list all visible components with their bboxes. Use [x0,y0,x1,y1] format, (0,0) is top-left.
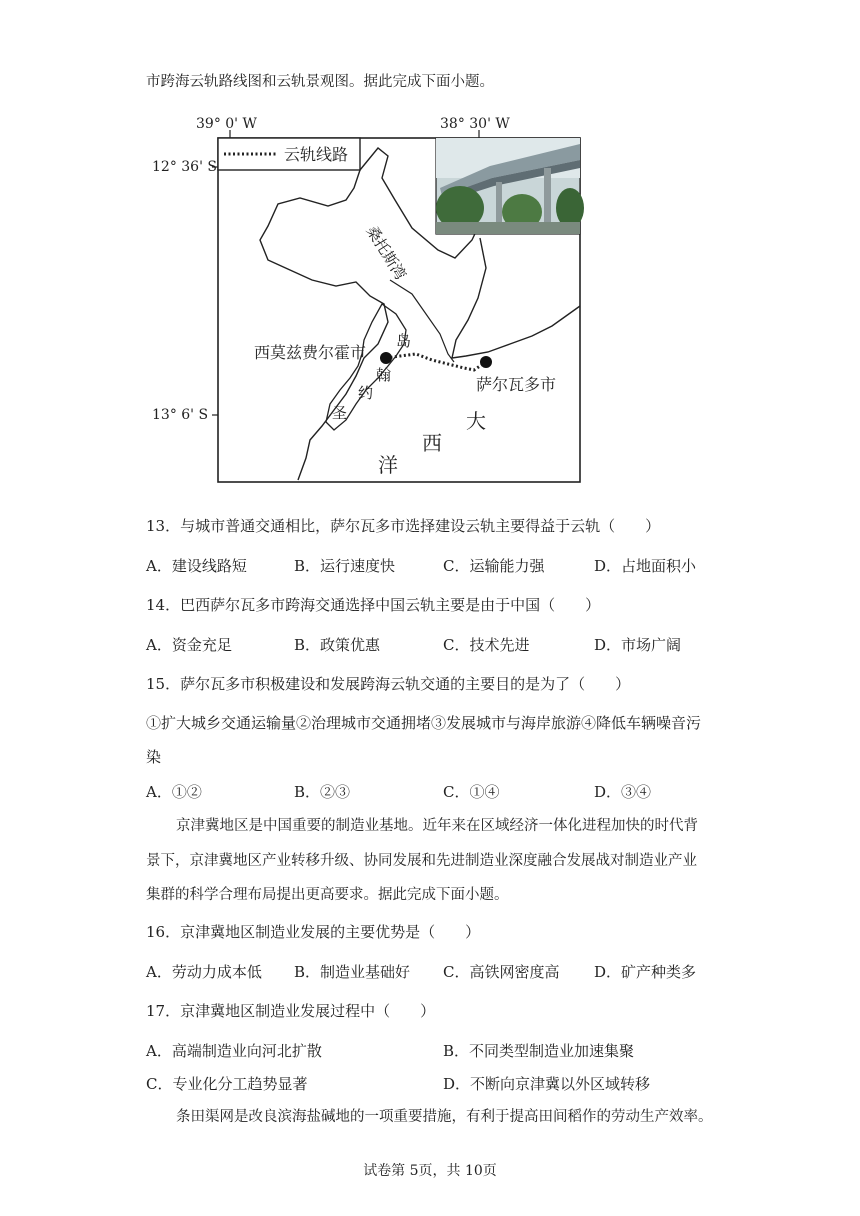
coastline-west-mainland [260,170,388,480]
lat-label-top: 12° 36' S [152,159,217,175]
station-east [480,356,492,368]
passage-2-line-3: 集群的科学合理布局提出更高要求。据此完成下面小题。 [146,887,509,903]
ocean-char-2: 西 [422,431,442,455]
question-15-option-d[interactable]: D．③④ [594,783,652,801]
question-13-stem: 13．与城市普通交通相比，萨尔瓦多市选择建设云轨主要得益于云轨（ ） [146,517,661,535]
question-17-option-a[interactable]: A．高端制造业向河北扩散 [146,1042,322,1060]
question-13-option-c[interactable]: C．运输能力强 [443,557,545,575]
question-14-option-a[interactable]: A．资金充足 [146,636,232,654]
question-13-option-d[interactable]: D．占地面积小 [594,557,697,575]
question-17-option-d[interactable]: D．不断向京津冀以外区域转移 [443,1075,651,1093]
question-16-option-a[interactable]: A．劳动力成本低 [146,963,262,981]
lat-label-bottom: 13° 6' S [152,407,209,423]
bay-label [363,223,410,283]
question-17-stem: 17．京津冀地区制造业发展过程中（ ） [146,1002,436,1020]
question-15-option-a[interactable]: A．①② [146,783,202,801]
station-west [380,352,392,364]
island-char-2: 翰 [376,366,392,384]
map-figure [150,108,590,490]
question-15-stem-continued: ①扩大城乡交通运输量②治理城市交通拥堵③发展城市与海岸旅游④降低车辆噪音污 [146,714,702,732]
question-16-option-b[interactable]: B．制造业基础好 [294,963,411,981]
lon-label-right: 38° 30' W [440,116,510,132]
question-16-stem: 16．京津冀地区制造业发展的主要优势是（ ） [146,923,481,941]
rail-route [386,354,486,370]
cloud-rail-photo [436,138,584,234]
ocean-char-3: 洋 [378,453,398,477]
legend-label: 云轨线路 [284,145,349,164]
question-15-stem: 15．萨尔瓦多市积极建设和发展跨海云轨交通的主要目的是为了（ ） [146,675,631,693]
question-13-option-b[interactable]: B．运行速度快 [294,557,396,575]
passage-2-line-2: 景下，京津冀地区产业转移升级、协同发展和先进制造业深度融合发展战对制造业产业 [146,853,697,869]
island-char-4: 圣 [332,404,348,422]
city-east-label: 萨尔瓦多市 [476,375,557,394]
question-14-stem: 14．巴西萨尔瓦多市跨海交通选择中国云轨主要是由于中国（ ） [146,596,601,614]
lon-label-left: 39° 0' W [196,116,257,132]
coastline-east [452,238,580,358]
question-14-option-d[interactable]: D．市场广阔 [594,636,682,654]
question-15-stem-continued-2: 染 [146,748,162,766]
question-16-option-d[interactable]: D．矿产种类多 [594,963,697,981]
passage-3-line-1: 条田渠网是改良滨海盐碱地的一项重要措施，有利于提高田间稻作的劳动生产效率。 [176,1109,713,1125]
passage-2-line-1: 京津冀地区是中国重要的制造业基地。近年来在区域经济一体化进程加快的时代背 [176,818,698,834]
question-14-option-c[interactable]: C．技术先进 [443,636,530,654]
question-14-option-b[interactable]: B．政策优惠 [294,636,381,654]
question-15-option-b[interactable]: B．②③ [294,783,351,801]
question-13-option-a[interactable]: A．建设线路短 [146,557,247,575]
intro-text: 市跨海云轨路线图和云轨景观图。据此完成下面小题。 [146,74,494,90]
island-char-3: 约 [358,384,374,402]
question-15-option-c[interactable]: C．①④ [443,783,500,801]
ocean-char-1: 大 [466,409,486,433]
page-footer: 试卷第 5页，共 10页 [363,1163,497,1179]
bay-label-text: 桑托斯湾 [362,222,410,284]
question-17-option-b[interactable]: B．不同类型制造业加速集聚 [443,1042,635,1060]
island-char-1: 岛 [396,332,412,350]
question-17-option-c[interactable]: C．专业化分工趋势显著 [146,1075,308,1093]
city-west-label: 西莫兹费尔霍市 [254,343,367,362]
question-16-option-c[interactable]: C．高铁网密度高 [443,963,560,981]
